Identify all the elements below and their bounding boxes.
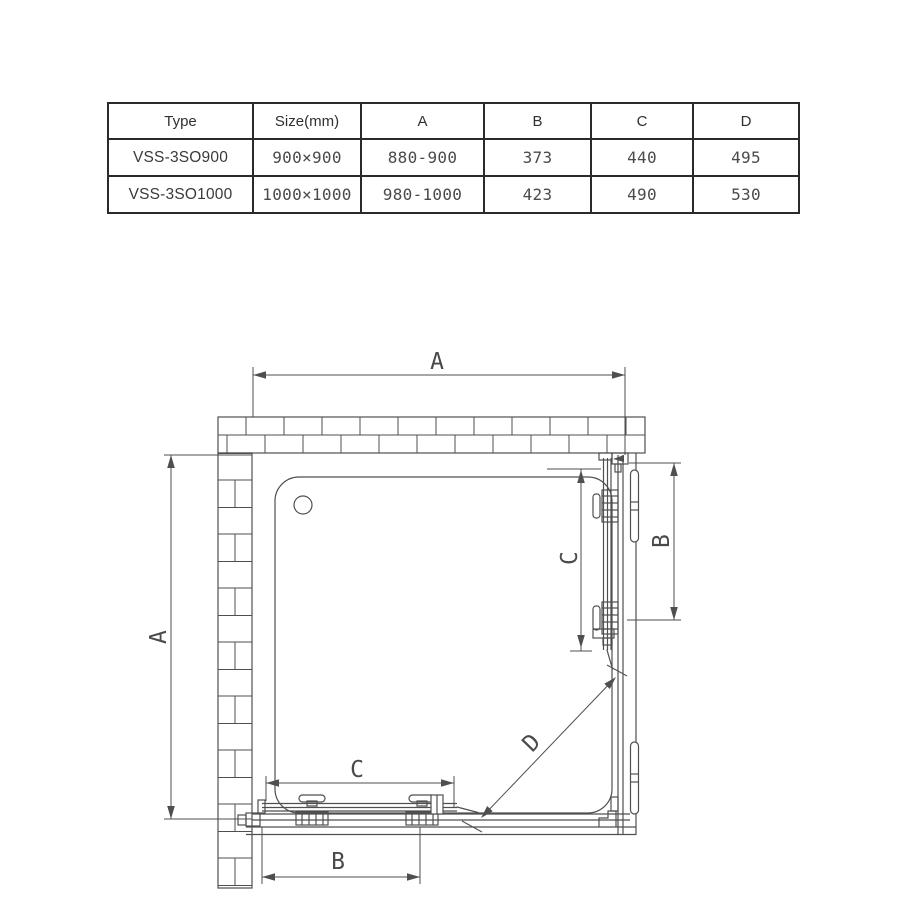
dim-label-d: D [517, 729, 547, 758]
spec-cell: 1000×1000 [253, 176, 361, 213]
spec-header-d: D [693, 103, 799, 139]
spec-cell: 423 [484, 176, 591, 213]
shower-tray [275, 477, 612, 813]
dim-label-b-bottom: B [331, 849, 345, 875]
dim-label-a-left: A [146, 630, 172, 644]
spec-header-size: Size(mm) [253, 103, 361, 139]
dim-label-c-bottom: C [350, 757, 364, 783]
spec-cell: 980-1000 [361, 176, 484, 213]
right-door-handle-upper [631, 470, 639, 542]
dim-label-b-right: B [649, 534, 675, 548]
drain-circle [294, 496, 312, 514]
spec-header-type: Type [108, 103, 253, 139]
dim-c-bottom [266, 757, 454, 807]
bottom-door-handle [431, 795, 443, 814]
dim-label-a-top: A [430, 349, 444, 375]
spec-header-a: A [361, 103, 484, 139]
spec-cell: VSS-3SO1000 [108, 176, 253, 213]
spec-cell: 880-900 [361, 139, 484, 176]
wall-left [218, 453, 252, 888]
spec-cell: 900×900 [253, 139, 361, 176]
right-door-handle-lower [631, 742, 639, 814]
spec-cell: 373 [484, 139, 591, 176]
spec-header-c: C [591, 103, 693, 139]
dim-d-diagonal [462, 665, 627, 832]
dim-b-bottom [262, 827, 420, 884]
dim-label-c-right: C [557, 551, 583, 565]
spec-header-b: B [484, 103, 591, 139]
wall-top [218, 417, 645, 453]
bottom-sliding-door [238, 795, 478, 826]
spec-cell: 530 [693, 176, 799, 213]
spec-cell: VSS-3SO900 [108, 139, 253, 176]
enclosure-frame [246, 453, 636, 835]
spec-cell: 495 [693, 139, 799, 176]
spec-cell: 490 [591, 176, 693, 213]
spec-cell: 440 [591, 139, 693, 176]
